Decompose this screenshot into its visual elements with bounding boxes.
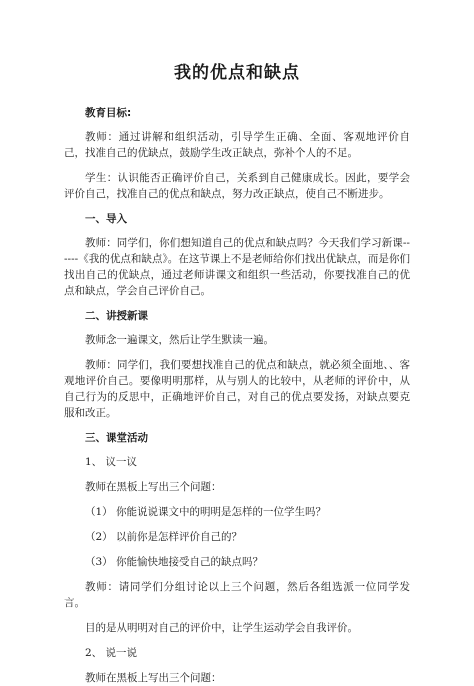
section-1-paragraph: 教师：同学们，你们想知道自己的优点和缺点吗？今天我们学习新课------《我的优点和缺点》。在这节课上不是老师给你们找出优缺点，而是你们找出自己的优缺点，通过老师讲课文和组织一些活动，你要找准自己的优点和缺点，学会自己评价自己。	[64, 237, 410, 297]
objectives-heading: 教育目标:	[85, 107, 132, 119]
page-title: 我的优点和缺点	[174, 63, 300, 83]
activity-1-intro: 教师在黑板上写出三个问题：	[85, 481, 222, 493]
activity-2-intro: 教师在黑板上写出三个问题：	[85, 672, 222, 684]
purpose-statement: 目的是从明明对自己的评价中，让学生运动学会自我评价。	[85, 622, 358, 634]
question-3: （3） 你能愉快地接受自己的缺点吗？	[85, 556, 264, 568]
section-3-heading: 三、课堂活动	[85, 432, 148, 444]
activity-2-title: 2、 说一说	[85, 647, 138, 659]
section-1-heading: 一、导入	[85, 213, 127, 225]
teacher-goal-paragraph: 教师：通过讲解和组织活动，引导学生正确、全面、客观地评价自己，找准自己的优缺点，鼓励学生改正缺点，弥补个人的不足。	[64, 131, 410, 159]
student-goal-paragraph: 学生：认识能否正确评价自己，关系到自己健康成长。因此，要学会评价自己，找准自己的优点和缺点，努力改正缺点，使自己不断进步。	[64, 172, 410, 200]
question-1: （1） 你能说说课文中的明明是怎样的一位学生吗？	[85, 506, 327, 518]
discussion-instruction: 教师：请同学们分组讨论以上三个问题，然后各组选派一位同学发言。	[64, 581, 410, 609]
section-2-heading: 二、讲授新课	[85, 310, 148, 322]
section-2-paragraph-1: 教师念一遍课文，然后让学生默读一遍。	[85, 334, 274, 346]
section-2-paragraph-2: 教师：同学们，我们要想找准自己的优点和缺点，就必须全面地、、客观地评价自己。要像明明那样，从与别人的比较中，从老师的评价中，从自己行为的反思中，正确地评价自己，对自己的优点要发扬，对缺点要克服和改正。	[64, 359, 410, 419]
activity-1-title: 1、 议一议	[85, 456, 138, 468]
question-2: （2） 以前你是怎样评价自己的？	[85, 531, 243, 543]
